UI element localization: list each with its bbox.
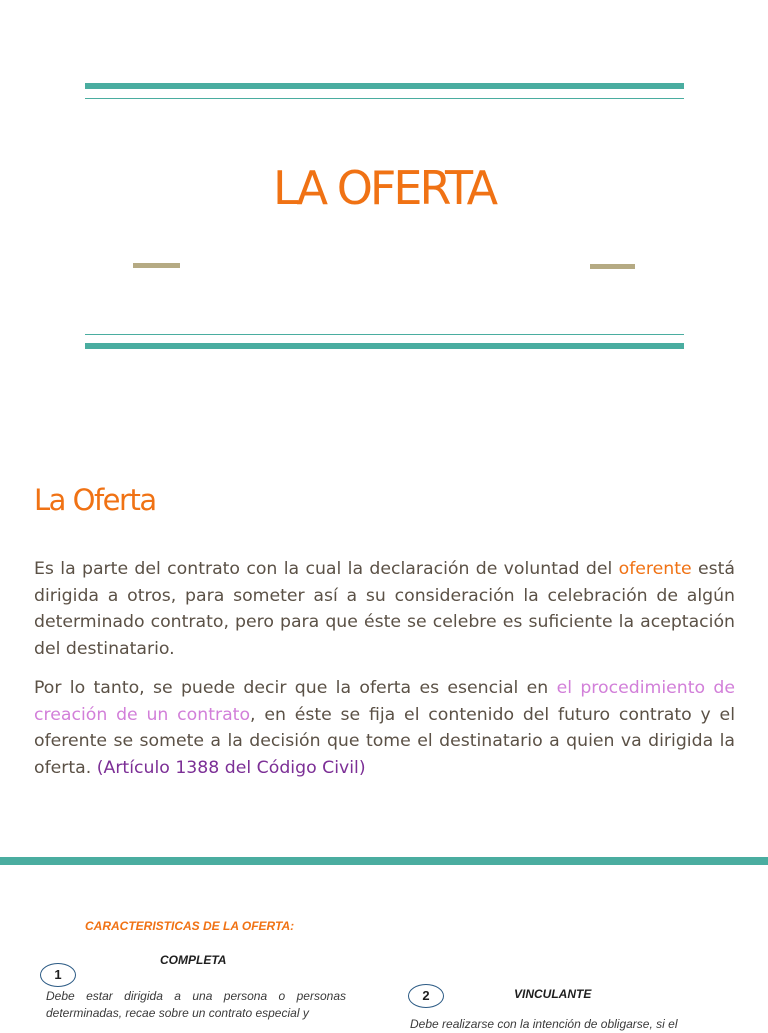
p2-text-after: , en éste se fija el contenido del futuro contrato y el oferente se somete a la decisión que tome el destinatario a quien va dirigida la oferta. bbox=[34, 704, 735, 778]
section-heading: La Oferta bbox=[34, 483, 156, 517]
item2-description: Debe realizarse con la intención de obligarse, si el bbox=[410, 1017, 678, 1031]
item2-number-badge: 2 bbox=[408, 984, 444, 1008]
item2-heading: VINCULANTE bbox=[514, 987, 592, 1001]
oferente-highlight: oferente bbox=[618, 559, 692, 579]
p1-text-before: Es la parte del contrato con la cual la declaración de voluntad del bbox=[34, 559, 619, 579]
explanation-paragraph bbox=[34, 675, 735, 781]
bottom-thin-rule bbox=[85, 334, 684, 335]
top-thick-rule bbox=[85, 83, 684, 89]
procedure-link[interactable]: el procedimiento de creación de un contrato bbox=[34, 678, 736, 725]
characteristics-title: CARACTERISTICAS DE LA OFERTA: bbox=[85, 919, 295, 933]
item1-description: Debe estar dirigida a una persona o personas determinadas, recae sobre un contrato especial y bbox=[46, 989, 346, 1020]
item1-number-badge: 1 bbox=[40, 963, 76, 987]
p1-text-after: está dirigida a otros, para someter así a su consideración la celebración de algún determinado contrato, pero para que éste se celebre es suficiente la aceptación del destinatario. bbox=[34, 559, 735, 659]
p2-text-before: Por lo tanto, se puede decir que la oferta es esencial en bbox=[34, 678, 557, 698]
article-reference: (Artículo 1388 del Código Civil) bbox=[96, 757, 366, 778]
slide-divider-band bbox=[0, 857, 768, 865]
item1-heading: COMPLETA bbox=[160, 953, 227, 967]
top-thin-rule bbox=[85, 98, 684, 99]
slide-title: LA OFERTA bbox=[272, 161, 496, 215]
bottom-thick-rule bbox=[85, 343, 684, 349]
definition-paragraph bbox=[34, 556, 735, 662]
left-dash-accent bbox=[133, 263, 180, 268]
right-dash-accent bbox=[590, 264, 635, 269]
